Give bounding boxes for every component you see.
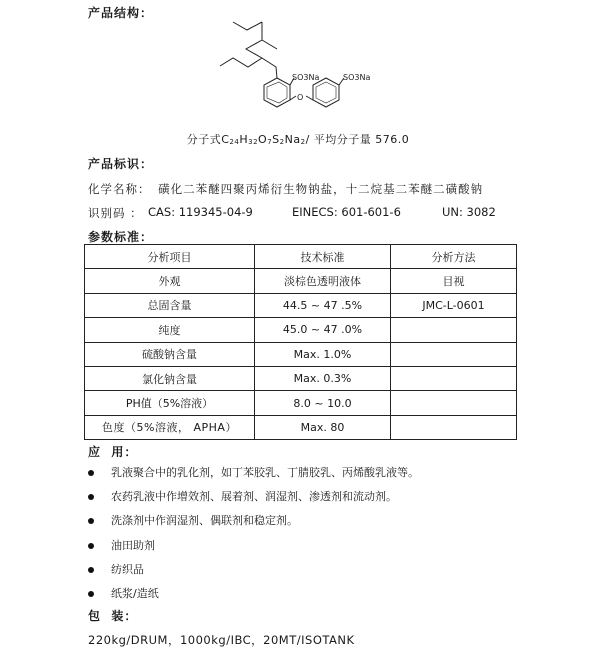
so3na-left-label: SO3Na (292, 73, 320, 82)
cell-item: 硫酸钠含量 (85, 342, 255, 366)
table-row (85, 366, 517, 390)
bullet-icon (88, 567, 94, 573)
structure-heading: 产品结构： (88, 6, 154, 20)
list-item: 洗涤剂中作润湿剂、偶联剂和稳定剂。 (88, 509, 419, 533)
cell-method: 目视 (391, 269, 517, 293)
id-code-label: 识别码 ： (88, 206, 143, 220)
cell-standard: 44.5 ~ 47 .5% (255, 293, 391, 317)
bullet-icon (88, 518, 94, 524)
molecular-structure (0, 0, 596, 130)
list-item: 乳液聚合中的乳化剂，如丁苯胶乳、丁腈胶乳、丙烯酸乳液等。 (88, 461, 419, 485)
cell-method (391, 342, 517, 366)
einecs-number: EINECS: 601-601-6 (292, 205, 401, 219)
chemical-name-label: 化学名称： (88, 182, 151, 196)
cell-item: 纯度 (85, 318, 255, 342)
table-row (85, 391, 517, 415)
list-item: 农药乳液中作增效剂、展着剂、润湿剂、渗透剂和流动剂。 (88, 485, 419, 509)
bullet-icon (88, 543, 94, 549)
oxygen-label: O (297, 93, 304, 102)
cas-number: CAS: 119345-04-9 (148, 205, 253, 219)
packaging-heading: 包 装： (88, 609, 138, 623)
table-row (85, 269, 517, 293)
table-row (85, 342, 517, 366)
identification-heading: 产品标识： (88, 157, 154, 171)
cell-standard: 45.0 ~ 47 .0% (255, 318, 391, 342)
header-standard: 技术标准 (255, 245, 391, 269)
header-method: 分析方法 (391, 245, 517, 269)
cell-standard: 淡棕色透明液体 (255, 269, 391, 293)
cell-item: 色度（5%溶液， APHA） (85, 415, 255, 439)
so3na-right-label: SO3Na (343, 73, 371, 82)
un-number: UN: 3082 (442, 205, 496, 219)
molecular-formula: 分子式$C_{24}H_{32}O_7S_2Na_2/$ 平均分子量 576.0 (186, 133, 410, 146)
bullet-icon (88, 591, 94, 597)
cell-standard: Max. 80 (255, 415, 391, 439)
applications-heading: 应 用： (88, 445, 138, 459)
packaging-value: 220kg/DRUM，1000kg/IBC，20MT/ISOTANK (88, 633, 355, 647)
cell-standard: Max. 1.0% (255, 342, 391, 366)
bullet-icon (88, 494, 94, 500)
bullet-icon (88, 470, 94, 476)
list-item: 纸浆/造纸 (88, 582, 419, 606)
parameters-heading: 参数标准： (88, 230, 154, 244)
cell-method (391, 415, 517, 439)
cell-standard: Max. 0.3% (255, 366, 391, 390)
header-item: 分析项目 (85, 245, 255, 269)
cell-method (391, 318, 517, 342)
cell-standard: 8.0 ~ 10.0 (255, 391, 391, 415)
chemical-name-row (88, 181, 483, 197)
cell-method (391, 366, 517, 390)
cell-item: 外观 (85, 269, 255, 293)
list-item: 纺织品 (88, 558, 419, 582)
applications-list (88, 461, 419, 606)
chemical-name-value: 磺化二苯醚四聚丙烯衍生物钠盐，十二烷基二苯醚二磺酸钠 (158, 182, 484, 196)
spec-table (84, 244, 517, 440)
cell-item: 氯化钠含量 (85, 366, 255, 390)
table-row (85, 293, 517, 317)
cell-item: PH值（5%溶液） (85, 391, 255, 415)
cell-item: 总固含量 (85, 293, 255, 317)
table-row (85, 415, 517, 439)
table-header-row (85, 245, 517, 269)
cell-method: JMC-L-0601 (391, 293, 517, 317)
cell-method (391, 391, 517, 415)
table-row (85, 318, 517, 342)
list-item: 油田助剂 (88, 534, 419, 558)
